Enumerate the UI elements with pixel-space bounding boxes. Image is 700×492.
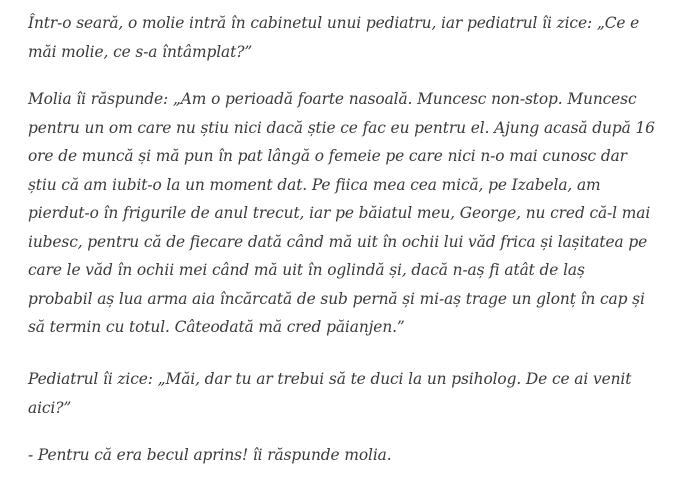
paragraph-line: ore de muncă și mă pun în pat lângă o femeie pe care nici n-o mai cunosc dar xyxy=(28,147,627,165)
paragraph-line: Molia îi răspunde: „Am o perioadă foarte nasoală. Muncesc non-stop. Muncesc xyxy=(28,90,637,108)
paragraph-line: Într-o seară, o molie intră în cabinetul unui pediatru, iar pediatrul îi zice: „Ce e xyxy=(28,14,640,32)
paragraph-line: măi molie, ce s-a întâmplat?” xyxy=(28,42,253,61)
paragraph-line: pierdut-o în frigurile de anul trecut, iar pe băiatul meu, George, nu cred că-l mai xyxy=(28,204,651,222)
paragraph-line: iubesc, pentru că de fiecare dată când mă uit în ochii lui văd frica și lașitatea pe xyxy=(28,232,648,251)
paragraph-line: - Pentru că era becul aprins! îi răspunde molia. xyxy=(28,446,392,464)
paragraph-1 xyxy=(28,9,639,66)
paragraph-line: pentru un om care nu știu nici dacă știe ce fac eu pentru el. Ajung acasă după 16 xyxy=(28,118,655,137)
paragraph-line: care le văd în ochii mei când mă uit în oglindă și, dacă n-aș fi atât de laș xyxy=(28,261,585,279)
paragraph-2 xyxy=(28,85,655,342)
paragraph-4 xyxy=(28,441,392,470)
paragraph-line: Pediatrul îi zice: „Măi, dar tu ar trebui să te duci la un psiholog. De ce ai venit xyxy=(28,370,632,388)
paragraph-3 xyxy=(28,365,631,422)
paragraph-line: să termin cu totul. Câteodată mă cred păianjen.” xyxy=(28,318,405,336)
paragraph-line: aici?” xyxy=(28,398,72,417)
paragraph-line: probabil aș lua arma aia încărcată de sub pernă și mi-aș trage un glonț în cap și xyxy=(28,289,645,308)
paragraph-line: știu că am iubit-o la un moment dat. Pe fiica mea cea mică, pe Izabela, am xyxy=(28,175,601,194)
